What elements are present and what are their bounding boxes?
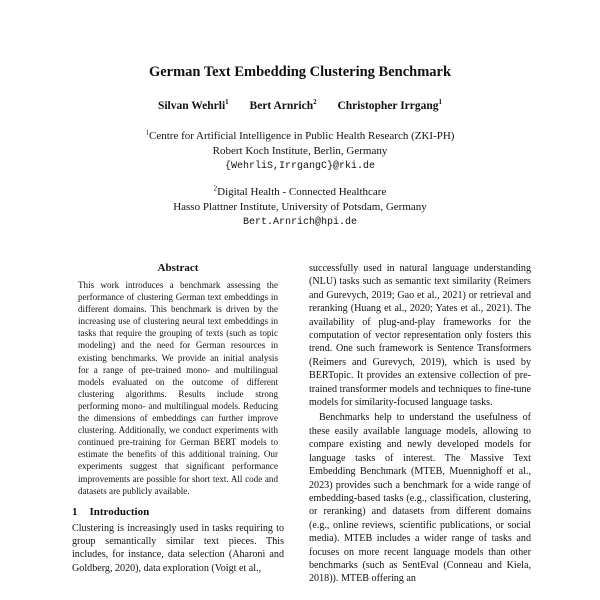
affiliation-1-sup: 1 <box>145 128 150 137</box>
affiliation-2-institution: Digital Health - Connected Healthcare <box>217 186 387 198</box>
affiliation-1 <box>0 129 600 174</box>
section-heading-introduction <box>72 506 284 518</box>
affiliation-1-line2: Robert Koch Institute, Berlin, Germany <box>212 145 388 157</box>
section-number: 1 <box>72 505 78 518</box>
affiliation-1-institution: Centre for Artificial Intelligence in Public Health Research (ZKI-PH) <box>149 130 455 142</box>
left-column <box>72 262 284 575</box>
affiliation-1-line1 <box>0 129 600 144</box>
author-3-name: Christopher Irrgang <box>337 100 439 112</box>
right-paragraph-1: successfully used in natural language understanding (NLU) tasks such as semantic text similarity (Reimers and Gurevych, 2019; Gao et al., 2021) or retrieval and reranking (Huang et al., 2020; Yates et al., 2021). The availability of plug-and-play frameworks for the computation of vector representation only fosters this trend. One such framework is Sentence Transformers (Reimers and Gurevych, 2019), which is used by BERTopic. It provides an extensive collection of pre-trained transformer models and techniques to fine-tune models for similarity-focused language tasks. <box>309 263 531 409</box>
right-column <box>309 262 531 586</box>
author-3-sup: 1 <box>438 98 443 107</box>
author-1 <box>158 100 229 112</box>
author-2-name: Bert Arnrich <box>249 100 314 112</box>
abstract-text: This work introduces a benchmark assessing the performance of clustering German text embeddings in different domains. This benchmark is driven by the increasing use of clustering neural text embeddings in tasks that require the grouping of texts (such as topic modeling) and the need for German resources in existing benchmarks. We provide an initial analysis for a range of pre-trained mono- and multilingual models evaluated on the outcome of different clustering algorithms. Results include strong performing mono- and multilingual models. Reducing the dimensions of embeddings can further improve clustering. Additionally, we conduct experiments with continued pre-training for German BERT models to estimate the benefits of this additional training. Our experiments suggest that significant performance improvements are possible for short text. All code and datasets are publicly available. <box>78 280 278 496</box>
author-2 <box>250 100 317 112</box>
author-list <box>0 100 600 112</box>
affiliation-2-sup: 2 <box>213 184 218 193</box>
introduction-text: Clustering is increasingly used in tasks requiring to group semantically similar text pieces. This includes, for instance, data selection (Aharoni and Goldberg, 2020), data exploration (Voigt et al., <box>72 522 284 574</box>
affiliation-2 <box>0 185 600 230</box>
author-1-name: Silvan Wehrli <box>157 100 226 112</box>
abstract-heading: Abstract <box>157 262 199 274</box>
author-3 <box>337 100 442 112</box>
section-title: Introduction <box>89 505 150 518</box>
right-paragraph-2: Benchmarks help to understand the usefulness of these easily available language models, allowing to compare existing and newly developed models for language tasks of interest. The Massive Text Embedding Benchmark (MTEB, Muennighoff et al., 2023) provides such a benchmark for a wide range of embedding-based tasks (e.g., classification, clustering, or reranking) and datasets from different domains (e.g., online reviews, scientific publications, or social media). MTEB includes a wider range of tasks and focuses on more recent language models than other benchmarks (such as SentEval (Conneau and Kiela, 2018)). MTEB offering an <box>309 412 531 585</box>
affiliation-2-email: Bert.Arnrich@hpi.de <box>242 217 358 228</box>
affiliation-1-email: {WehrliS,IrrgangC}@rki.de <box>224 161 376 172</box>
affiliation-2-line2: Hasso Plattner Institute, University of Potsdam, Germany <box>173 201 427 213</box>
affiliation-2-line1 <box>0 185 600 200</box>
author-1-sup: 1 <box>225 98 229 107</box>
author-2-sup: 2 <box>313 98 317 107</box>
paper-title: German Text Embedding Clustering Benchmark <box>148 64 452 80</box>
